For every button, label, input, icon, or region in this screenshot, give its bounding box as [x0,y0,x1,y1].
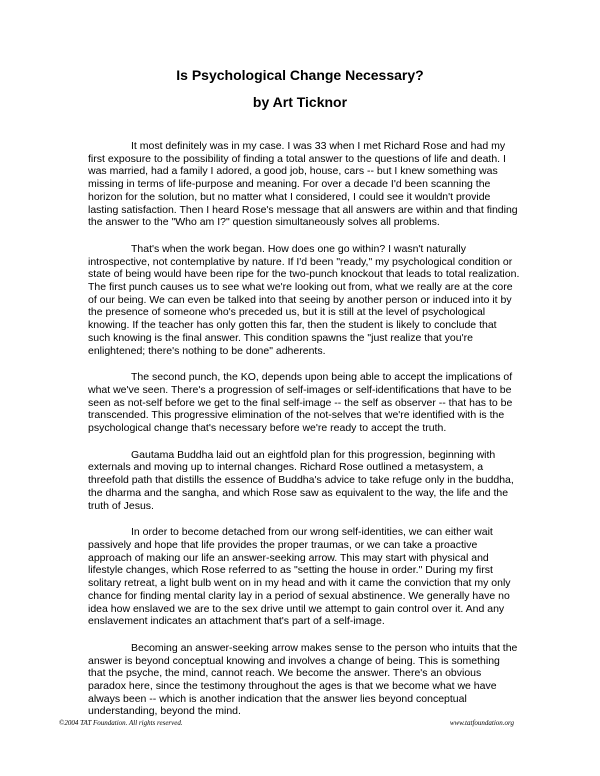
paragraph-3: The second punch, the KO, depends upon being able to accept the implications of what we've seen. There's a progression of self-images or self-identifications that have to be seen as not-self before we get to the final self-image -- the self as observer -- that has to be transcended. This progressive elimination of the not-selves that we're identified with is the psychological change that's necessary before we're ready to accept the truth. [88,371,513,435]
document-title: Is Psychological Change Necessary? [176,67,424,83]
paragraph-4: Gautama Buddha laid out an eightfold plan for this progression, beginning with externals and moving up to internal changes. Richard Rose outlined a metasystem, a threefold path that distills the essence of Buddha's advice to take refuge only in the buddha, the dharma and the sangha, and which Rose saw as equivalent to the way, the life and the truth of Jesus. [88,448,514,512]
document-author: by Art Ticknor [252,94,348,110]
footer-copyright: ©2004 TAT Foundation. All rights reserved. [59,719,183,727]
document-body [88,140,520,732]
paragraph-1: It most definitely was in my case. I was 33 when I met Richard Rose and had my first exposure to the possibility of finding a total answer to the questions of life and death. I was married, had a family I adored, a good job, house, cars -- but I knew something was missing in terms of life-purpose and meaning. For over a decade I'd been scanning the horizon for the solution, but no matter what I considered, I could see it wouldn't provide lasting satisfaction. Then I heard Rose's message that all answers are within and that finding the answer to the "Who am I?" question simultaneously solves all problems. [88,140,518,229]
footer-website: www.tatfoundation.org [449,719,514,727]
paragraph-5: In order to become detached from our wrong self-identities, we can either wait passively and hope that life provides the proper traumas, or we can take a proactive approach of making our life an answer-seeking arrow. This may start with physical and lifestyle changes, which Rose referred to as "setting the house in order." During my first solitary retreat, a light bulb went on in my head and with it came the conviction that my only chance for finding mental clarity lay in a period of sexual abstinence. We generally have no idea how enslaved we are to the sex drive until we attempt to gain control over it. And any enslavement indicates an attachment that's part of a self-image. [88,526,511,628]
paragraph-2: That's when the work began. How does one go within? I wasn't naturally introspective, not contemplative by nature. If I'd been "ready," my psychological condition or state of being would have been ripe for the two-punch knockout that leads to total realization. The first punch causes us to see what we're looking out from, what we really are at the core of our being. We can even be talked into that seeing by another person or induced into it by the presence of someone who's preceded us, but it is still at the level of psychological knowing. If the teacher has only gotten this far, then the student is likely to conclude that such knowing is the final answer. This condition spawns the "just realize that you're enlightened; there's nothing to be done" adherents. [88,242,520,357]
paragraph-6: Becoming an answer-seeking arrow makes sense to the person who intuits that the answer is beyond conceptual knowing and involves a change of being. This is something that the psyche, the mind, cannot reach. We become the answer. There's an obvious paradox here, since the testimony throughout the ages is that we become what we have always been -- which is another indication that the answer lies beyond conceptual understanding, beyond the mind. [88,641,518,718]
